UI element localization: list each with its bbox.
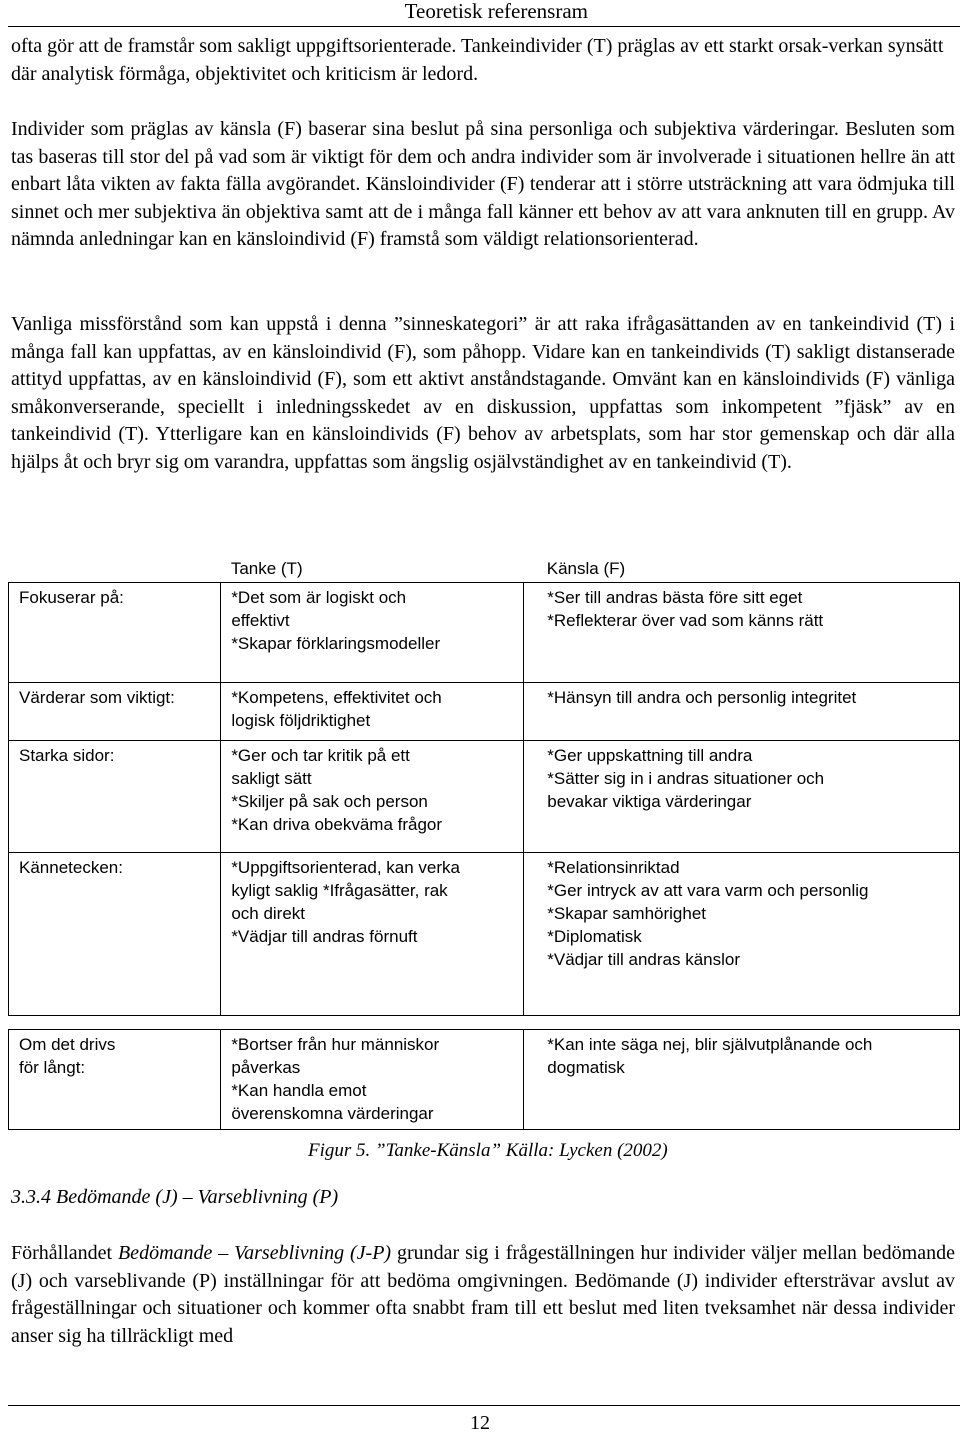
column-header-kansla: Känsla (F) — [546, 559, 626, 578]
table-row — [9, 583, 960, 683]
paragraph-4-italic-term: Bedömande – Varseblivning (J-P) — [117, 1242, 392, 1264]
page-number: 12 — [470, 1412, 490, 1434]
paragraph-3: Vanliga missförstånd som kan uppstå i denna ”sinneskategori” är att raka ifrågasättanden av en tankeindivid (T) i många fall kan uppfattas, av en känsloindivid (F), som påhopp. Vidare kan en tankeindivids (T) sakligt distanserade attityd uppfattas, av en känsloindivid (F), som ett aktivt anståndstagande. Omvänt kan en känsloindivids (F) vänliga småkonverserande, speciellt i inledningsskedet av en diskussion, uppfattas som inkompetent ”fjäsk” av en tankeindivid (T). Ytterligare kan en känsloindivids (F) behov av arbetsplats, som har stor gemenskap och där alla hjälps åt och bryr sig om varandra, uppfattas som ängslig osjälvständighet av en tankeindivid (T). — [11, 313, 955, 473]
row-label: Om det drivs för långt: — [9, 1030, 221, 1130]
paragraph-1: ofta gör att de framstår som sakligt uppgiftsorienterade. Tankeindivider (T) präglas av ett starkt orsak-verkan synsätt där analytisk förmåga, objektivitet och kriticism är ledord. — [11, 35, 944, 85]
paragraph-4 — [11, 1240, 955, 1350]
spacer-cell — [221, 1016, 524, 1030]
kansla-cell: *Ser till andras bästa före sitt eget *Reflekterar över vad som känns rätt — [524, 583, 960, 683]
tanke-cell: *Kompetens, effektivitet och logisk följdriktighet — [221, 683, 524, 741]
tanke-cell: *Bortser från hur människor påverkas *Kan handla emot överenskomna värderingar — [221, 1030, 524, 1130]
spacer-cell — [524, 1016, 960, 1030]
table-row — [9, 741, 960, 853]
paragraph-4-start: Förhållandet — [11, 1242, 118, 1264]
kansla-cell: *Ger uppskattning till andra *Sätter sig in i andras situationer och bevakar viktiga värderingar — [524, 741, 960, 853]
row-label: Fokuserar på: — [9, 583, 221, 683]
header-title: Teoretisk referensram — [404, 0, 588, 23]
row-label: Kännetecken: — [9, 853, 221, 1016]
tanke-cell: *Ger och tar kritik på ett sakligt sätt *Skiljer på sak och person *Kan driva obekväma frågor — [221, 741, 524, 853]
row-label: Starka sidor: — [9, 741, 221, 853]
row-label: Värderar som viktigt: — [9, 683, 221, 741]
table-spacer — [9, 1016, 960, 1030]
kansla-cell: *Kan inte säga nej, blir självutplånande och dogmatisk — [524, 1030, 960, 1130]
header-rule — [8, 26, 960, 27]
page-header — [0, 0, 960, 29]
table-header-row — [9, 554, 960, 583]
thinking-feeling-table — [8, 554, 960, 1130]
tanke-cell: *Uppgiftsorienterad, kan verka kyligt saklig *Ifrågasätter, rak och direkt *Vädjar till andras förnuft — [221, 853, 524, 1016]
column-header-tanke: Tanke (T) — [230, 559, 303, 578]
table-row — [9, 1030, 960, 1130]
paragraph-2: Individer som präglas av känsla (F) baserar sina beslut på sina personliga och subjektiva värderingar. Besluten som tas baseras till stor del på vad som är viktigt för dem och andra individer som är involverade i situationen hellre än att enbart låta vikten av fakta fälla avgörandet. Känsloindivider (F) tenderar att i större utsträckning att vara ödmjuka till sinnet och mer subjektiva än objektiva samt att de i många fall känner ett behov av att vara anknuten till en grupp. Av nämnda anledningar kan en känsloindivid (F) framstå som väldigt relationsorienterad. — [11, 118, 955, 250]
figure-caption: Figur 5. ”Tanke-Känsla” Källa: Lycken (2002) — [308, 1140, 668, 1161]
section-heading: 3.3.4 Bedömande (J) – Varseblivning (P) — [11, 1186, 339, 1208]
footer-rule — [8, 1405, 960, 1406]
kansla-cell: *Hänsyn till andra och personlig integritet — [524, 683, 960, 741]
tanke-cell: *Det som är logiskt och effektivt *Skapar förklaringsmodeller — [221, 583, 524, 683]
spacer-cell — [9, 1016, 221, 1030]
paragraph-4-rest: grundar sig i frågeställningen hur individer väljer mellan bedömande (J) och varseblivande (P) inställningar för att bedöma omgivningen. Bedömande (J) individer eftersträvar avslut av frågeställningar och situationer och kommer ofta snabbt fram till ett beslut med liten tveksamhet när dessa individer anser sig ha tillräckligt med — [11, 1242, 955, 1347]
table-row — [9, 683, 960, 741]
table-header-empty — [9, 554, 221, 583]
table-row — [9, 853, 960, 1016]
kansla-cell: *Relationsinriktad *Ger intryck av att vara varm och personlig *Skapar samhörighet *Diplomatisk *Vädjar till andras känslor — [524, 853, 960, 1016]
